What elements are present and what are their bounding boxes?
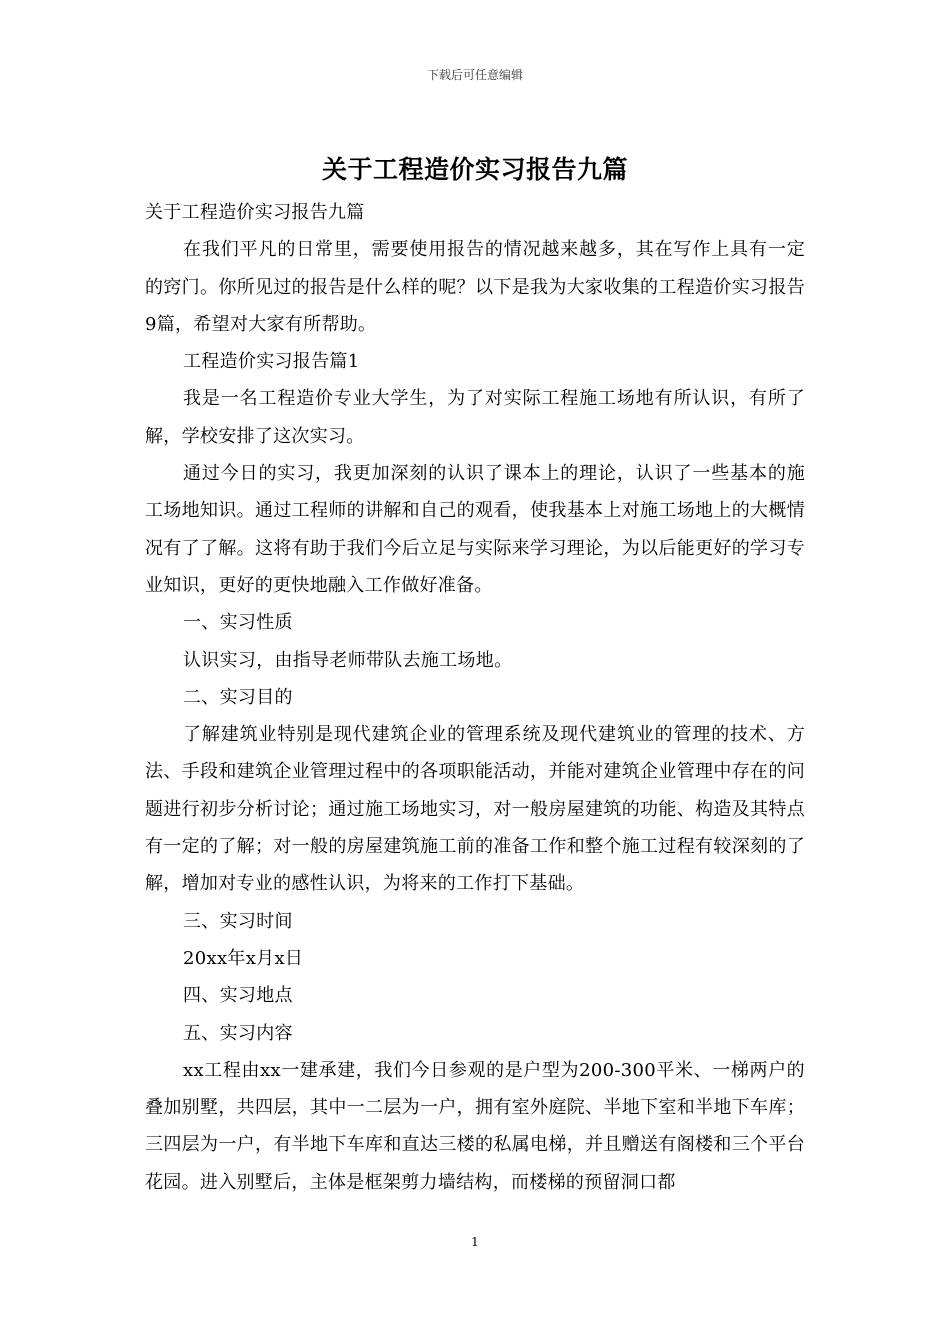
page-number: 1 [471,1235,479,1249]
subtitle-line: 关于工程造价实习报告九篇 [145,202,365,223]
body-paragraph: 了解建筑业特别是现代建筑企业的管理系统及现代建筑业的管理的技术、方法、手段和建筑企业管理过程中的各项职能活动，并能对建筑企业管理中存在的问题进行初步分析讨论；通过施工场地实习，对一般房屋建筑的功能、构造及其特点有一定的了解；对一般的房屋建筑施工前的准备工作和整个施工过程有较深刻的了解，增加对专业的感性认识，为将来的工作打下基础。 [145,724,805,895]
body-paragraph: 通过今日的实习，我更加深刻的认识了课本上的理论，认识了一些基本的施工场地知识。通过工程师的讲解和自己的观看，使我基本上对施工场地上的大概情况有了了解。这将有助于我们今后立足与实际来学习理论，为以后能更好的学习专业知识，更好的更快地融入工作做好准备。 [145,463,805,596]
page-header: 下载后可任意编辑 [426,68,523,82]
section-heading-content: 五、实习内容 [183,1022,293,1044]
section-heading-report-1: 工程造价实习报告篇1 [183,351,360,373]
section-heading-location: 四、实习地点 [183,985,293,1007]
document-body [145,194,805,1201]
section-heading-nature: 一、实习性质 [183,612,293,634]
intro-paragraph: 在我们平凡的日常里，需要使用报告的情况越来越多，其在写作上具有一定的窍门。你所见过的报告是什么样的呢？以下是我为大家收集的工程造价实习报告9篇，希望对大家有所帮助。 [145,239,805,335]
section-heading-purpose: 二、实习目的 [183,686,293,708]
body-paragraph: 认识实习，由指导老师带队去施工场地。 [183,649,513,671]
date-line: 20xx年x月x日 [183,947,304,969]
document-title: 关于工程造价实习报告九篇 [321,155,628,184]
section-heading-time: 三、实习时间 [183,910,293,932]
body-paragraph: xx工程由xx一建承建，我们今日参观的是户型为200-300平米、一梯两户的叠加别墅，共四层，其中一二层为一户，拥有室外庭院、半地下室和半地下车库；三四层为一户，有半地下车库和直达三楼的私属电梯，并且赠送有阁楼和三个平台花园。进入别墅后，主体是框架剪力墙结构，而楼梯的预留洞口都 [145,1059,805,1193]
body-paragraph: 我是一名工程造价专业大学生，为了对实际工程施工场地有所认识，有所了解，学校安排了这次实习。 [145,388,805,447]
